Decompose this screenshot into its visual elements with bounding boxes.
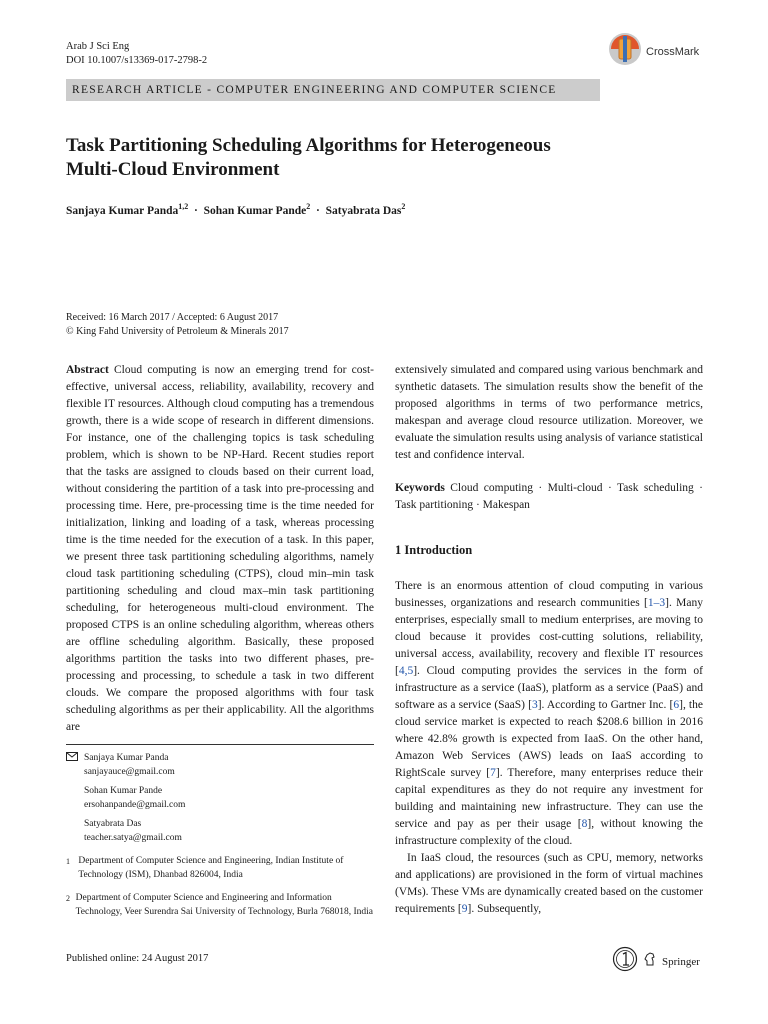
abstract [66,362,374,736]
paragraph-text: ]. Many enterprises, especially small to medium enterprises, are moving to cloud because it provides cost-cutting solutions, reliability, universal access, availability, recovery and flexible IT resources [ [395,597,703,677]
publisher-name: Springer [662,955,700,968]
keywords-label: Keywords [395,482,445,494]
author-list [66,202,405,217]
contact-name: Sanjaya Kumar Panda [84,753,169,763]
author-name[interactable]: Sohan Kumar Pande [203,204,307,217]
affiliation-text: Department of Computer Science and Engineering and Information Technology, Veer Surendra Sai University of Technology, Burla 768018, India [75,893,373,917]
contact-entry [84,818,374,845]
author-separator: · [194,204,198,217]
right-column [395,362,703,918]
author-name[interactable]: Sanjaya Kumar Panda [66,204,179,217]
affiliation-number: 1 [66,857,70,866]
citation-link[interactable]: 4,5 [398,665,414,677]
publisher-logo[interactable] [612,946,700,977]
affiliation-number: 2 [66,894,70,903]
paragraph-text: In IaaS cloud, the resources (such as CPU, memory, networks and applications) are provisioned in the form of virtual machines (VMs). These VMs are dynamically created based on the customer requirements [ [395,852,703,915]
paragraph-text: ]. Therefore, many enterprises reduce their capital expenditures as they do not require any investment for building and maintaining new infrastructure. They can use the service and pay as per their usage [ [395,767,704,830]
intro-paragraph-1 [395,578,703,850]
paragraph-text: There is an enormous attention of cloud computing in various businesses, organizations and research communities [ [395,580,703,609]
contact-entry [84,785,374,812]
abstract-label: Abstract [66,364,109,376]
contact-email[interactable]: teacher.satya@gmail.com [84,832,182,843]
crossmark-badge[interactable] [608,32,699,71]
abstract-text: Cloud computing is now an emerging trend for cost-effective, universal access, reliability, availability, recovery and flexible IT resources. Although cloud computing has a tremendous growth, there is a wide scope of research in different dimensions. For instance, one of the challenging topics is task scheduling problem, which is shown to be NP-Hard. Recent studies report that the tasks are assigned to clouds based on their current load, without considering the partition of a task into pre-processing and processing time. Here, pre-processing time is the time needed for initialization, linking and loading of a task, whereas processing time is the time needed for the execution of a task. In this paper, we present three task partitioning scheduling algorithms, namely cloud task partitioning scheduling (CTPS), cloud min–min task partitioning scheduling and cloud max–min task partitioning scheduling, for heterogeneous multi-cloud environment. The proposed CTPS is an online scheduling algorithm, whereas others are offline scheduling algorithm. Basically, these proposed algorithms partition the tasks into two different phases, pre-processing and processing, to schedule a task in two different clouds. We compare the proposed algorithms with four task scheduling algorithms as per their applicability. All the algorithms are [66,364,374,733]
keywords-text: Cloud computing · Multi-cloud · Task scheduling · Task partitioning · Makespan [395,482,703,511]
contact-entry [84,752,374,779]
affiliation [66,892,374,919]
title-line-1: Task Partitioning Scheduling Algorithms for Heterogeneous [66,135,551,156]
published-date: Published online: 24 August 2017 [66,953,209,964]
author-affiliation-mark: 2 [306,202,311,211]
footnote-divider [66,744,374,745]
section-heading-introduction: 1 Introduction [395,543,473,557]
journal-name: Arab J Sci Eng [66,41,130,52]
title-line-2: Multi-Cloud Environment [66,159,280,180]
doi[interactable]: DOI 10.1007/s13369-017-2798-2 [66,55,208,66]
affiliation [66,855,374,882]
citation-link[interactable]: 1–3 [647,597,666,609]
circled-one-icon [612,946,638,977]
citation-link[interactable]: 7 [490,767,496,779]
paragraph-text: ]. Cloud computing provides the services in the form of infrastructure as a service (IaaS), platform as a service (PaaS) and software as a service (SaaS) [ [395,665,703,711]
contact-name: Sohan Kumar Pande [84,786,163,796]
left-column [66,362,374,736]
abstract-continued: extensively simulated and compared using various benchmark and synthetic datasets. The simulation results show the benefit of the proposed algorithms in terms of two performance metrics, makespan and average cloud resource utilization. Moreover, we evaluate the simulation results using analysis of variance statistical test and confidence interval. [395,364,703,461]
received-accepted-dates: Received: 16 March 2017 / Accepted: 6 August 2017 [66,312,279,323]
keywords [395,480,703,514]
affiliation-text: Department of Computer Science and Engineering, Indian Institute of Technology (ISM), Dhanbad 826004, India [78,856,344,880]
paragraph-text: ]. According to Gartner Inc. [ [537,699,674,711]
crossmark-icon [608,32,642,71]
citation-link[interactable]: 3 [531,699,538,711]
contact-name: Satyabrata Das [84,819,142,829]
author-contacts [66,752,374,919]
crossmark-label: CrossMark [646,45,700,58]
contact-email[interactable]: ersohanpande@gmail.com [84,799,186,810]
author-affiliation-mark: 2 [401,202,406,211]
envelope-icon [66,752,78,767]
citation-link[interactable]: 9 [461,903,468,915]
author-name[interactable]: Satyabrata Das [325,204,402,217]
article-type-banner: RESEARCH ARTICLE - COMPUTER ENGINEERING AND COMPUTER SCIENCE [66,79,600,101]
paragraph-text: ]. Subsequently, [467,903,542,915]
article-history [66,311,289,339]
paragraph-text: ], the cloud service market is expected to reach $208.6 billion in 2016 where 42.8% growth is expected from IaaS. On the other hand, Amazon Web Services (AWS) leads on IaaS according to RightScale survey [ [395,699,703,779]
copyright-line: © King Fahd University of Petroleum & Minerals 2017 [66,326,289,337]
journal-meta [66,40,207,68]
citation-link[interactable]: 8 [581,818,588,830]
citation-link[interactable]: 6 [673,699,680,711]
contact-email[interactable]: sanjayauce@gmail.com [84,766,175,777]
article-title [66,134,666,182]
author-affiliation-mark: 1,2 [178,202,189,211]
author-separator: · [316,204,320,217]
springer-knight-icon [644,952,656,971]
paragraph-text: ], without knowing the infrastructure complexity of the cloud. [395,818,703,847]
intro-paragraph-2 [395,850,703,918]
